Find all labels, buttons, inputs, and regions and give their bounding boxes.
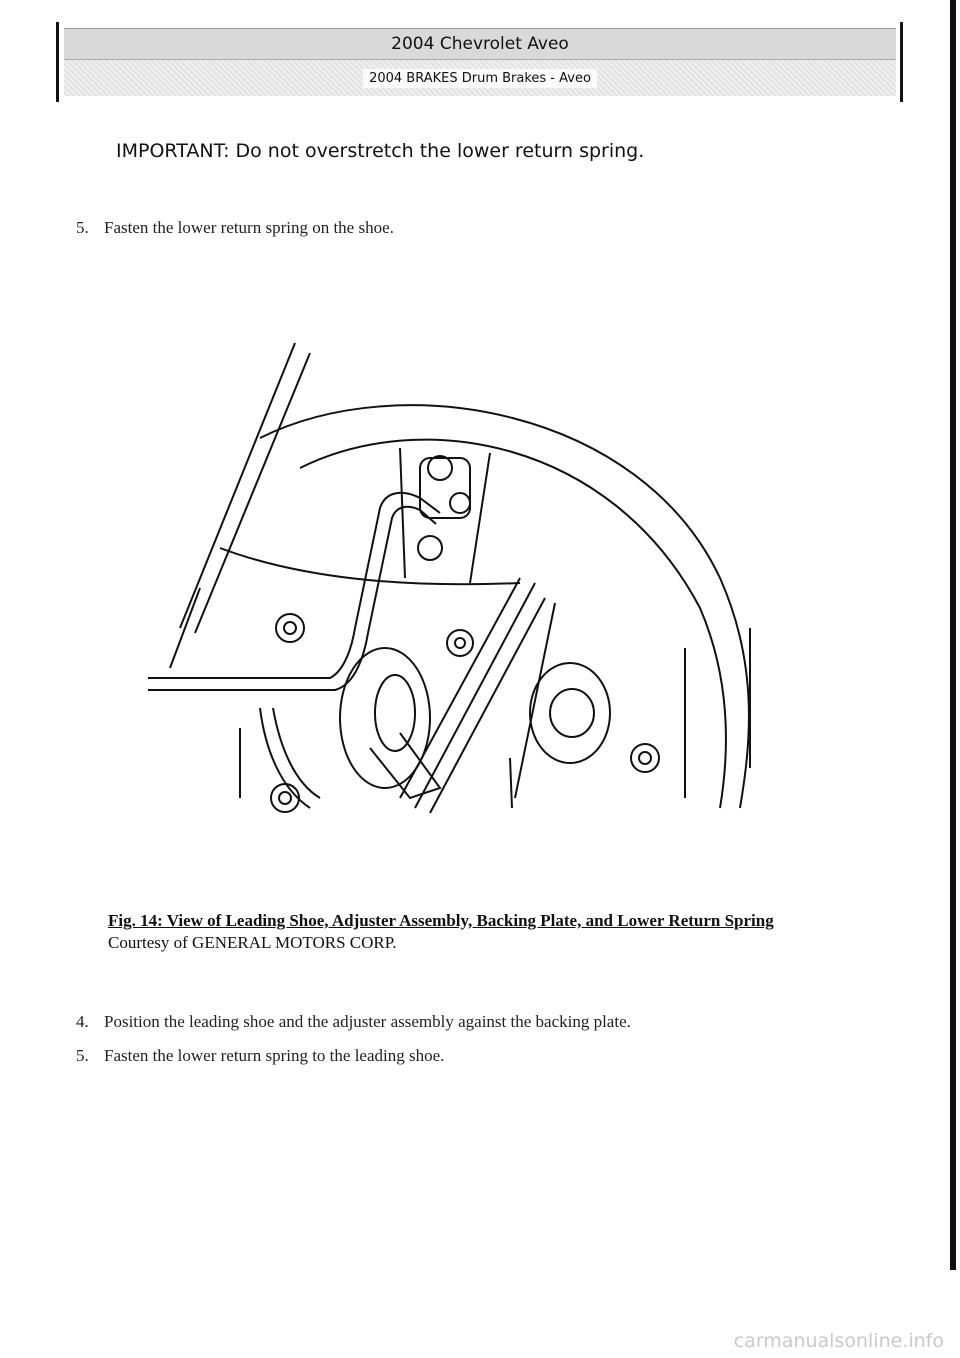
- step-number: 5.: [76, 218, 89, 237]
- document-title: 2004 Chevrolet Aveo: [391, 34, 569, 54]
- step-number: 5.: [76, 1046, 89, 1065]
- step-text: Position the leading shoe and the adjuster assembly against the backing plate.: [104, 1012, 631, 1031]
- document-title-bar: [64, 28, 896, 60]
- right-edge-rule: [950, 0, 956, 1270]
- figure-caption: [108, 910, 868, 954]
- document-subtitle-bar: [64, 60, 896, 96]
- document-subtitle: 2004 BRAKES Drum Brakes - Aveo: [363, 69, 597, 88]
- important-text: Do not overstretch the lower return spring.: [235, 140, 645, 162]
- page-border-right: [900, 22, 903, 102]
- step-item: [76, 1046, 444, 1066]
- step-item: [76, 218, 394, 238]
- important-note: [116, 138, 676, 165]
- figure-caption-title: Fig. 14: View of Leading Shoe, Adjuster Assembly, Backing Plate, and Lower Return Spring: [108, 911, 774, 930]
- step-text: Fasten the lower return spring on the shoe.: [104, 218, 394, 237]
- step-number: 4.: [76, 1012, 89, 1031]
- important-label: IMPORTANT:: [116, 140, 230, 162]
- brake-assembly-illustration: [140, 328, 780, 848]
- step-item: [76, 1012, 631, 1032]
- page-border-left: [56, 22, 59, 102]
- figure-caption-courtesy: Courtesy of GENERAL MOTORS CORP.: [108, 933, 397, 952]
- step-text: Fasten the lower return spring to the leading shoe.: [104, 1046, 445, 1065]
- watermark: carmanualsonline.info: [733, 1330, 944, 1352]
